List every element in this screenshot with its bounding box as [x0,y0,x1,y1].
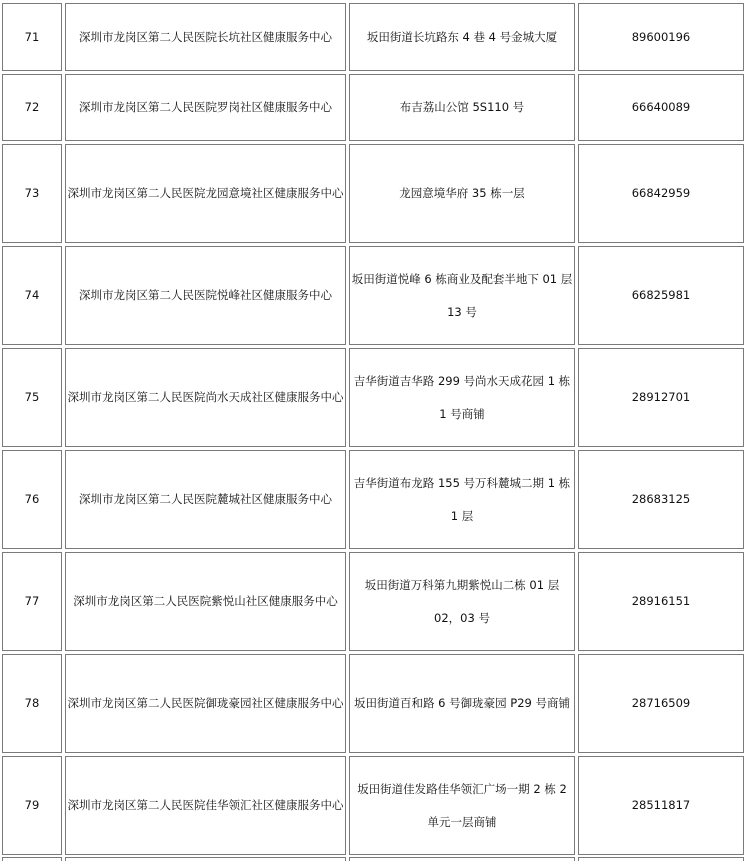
table-row [0,74,748,141]
cell-address: 坂田街道悦峰 6 栋商业及配套半地下 01 层 13 号 [349,246,575,345]
table-row [0,756,748,855]
cell-address: 坂田街道长坑路东 4 巷 4 号金城大厦 [349,3,575,71]
cell-number: 72 [2,74,62,141]
cell-number: 74 [2,246,62,345]
cell-address: 坂田街道万科第九期紫悦山二栋 01 层 02，03 号 [349,552,575,651]
table-row [0,552,748,651]
cell-phone: 89600196 [578,3,744,71]
cell-phone: 28683125 [578,450,744,549]
cell-center-name: 深圳市龙岗区第二人民医院悦峰社区健康服务中心 [65,246,346,345]
cell-phone: 66640089 [578,74,744,141]
cell-number: 76 [2,450,62,549]
cell-center-name: 深圳市龙岗区第二人民医院长坑社区健康服务中心 [65,3,346,71]
table-row [0,144,748,243]
cell-center-name: 深圳市龙岗区第二人民医院龙园意境社区健康服务中心 [65,144,346,243]
cell-number: 79 [2,756,62,855]
cell-address: 坂田街道佳发路佳华领汇广场一期 2 栋 2 单元一层商铺 [349,756,575,855]
cell-address: 吉华街道布龙路 155 号万科麓城二期 1 栋 1 层 [349,450,575,549]
cell-phone: 66842959 [578,144,744,243]
next-row-edge [0,857,748,861]
cell-number: 75 [2,348,62,447]
cell-center-name: 深圳市龙岗区第二人民医院紫悦山社区健康服务中心 [65,552,346,651]
cell-phone: 28912701 [578,348,744,447]
cell-center-name: 深圳市龙岗区第二人民医院佳华领汇社区健康服务中心 [65,756,346,855]
table-row [0,246,748,345]
cell-address: 吉华街道吉华路 299 号尚水天成花园 1 栋 1 号商铺 [349,348,575,447]
cell-phone: 66825981 [578,246,744,345]
cell-phone: 28511817 [578,756,744,855]
cell-center-name: 深圳市龙岗区第二人民医院罗岗社区健康服务中心 [65,74,346,141]
table-row [0,3,748,71]
cell-number: 77 [2,552,62,651]
cell-center-name: 深圳市龙岗区第二人民医院尚水天成社区健康服务中心 [65,348,346,447]
cell-center-name: 深圳市龙岗区第二人民医院御珑豪园社区健康服务中心 [65,654,346,753]
cell-number: 78 [2,654,62,753]
cell-address: 布吉荔山公馆 5S110 号 [349,74,575,141]
table-row [0,654,748,753]
cell-phone: 28916151 [578,552,744,651]
cell-center-name: 深圳市龙岗区第二人民医院麓城社区健康服务中心 [65,450,346,549]
cell-phone: 28716509 [578,654,744,753]
cell-address: 龙园意境华府 35 栋一层 [349,144,575,243]
cell-number: 73 [2,144,62,243]
cell-address: 坂田街道百和路 6 号御珑豪园 P29 号商铺 [349,654,575,753]
table-row [0,450,748,549]
cell-number: 71 [2,3,62,71]
table-row [0,348,748,447]
